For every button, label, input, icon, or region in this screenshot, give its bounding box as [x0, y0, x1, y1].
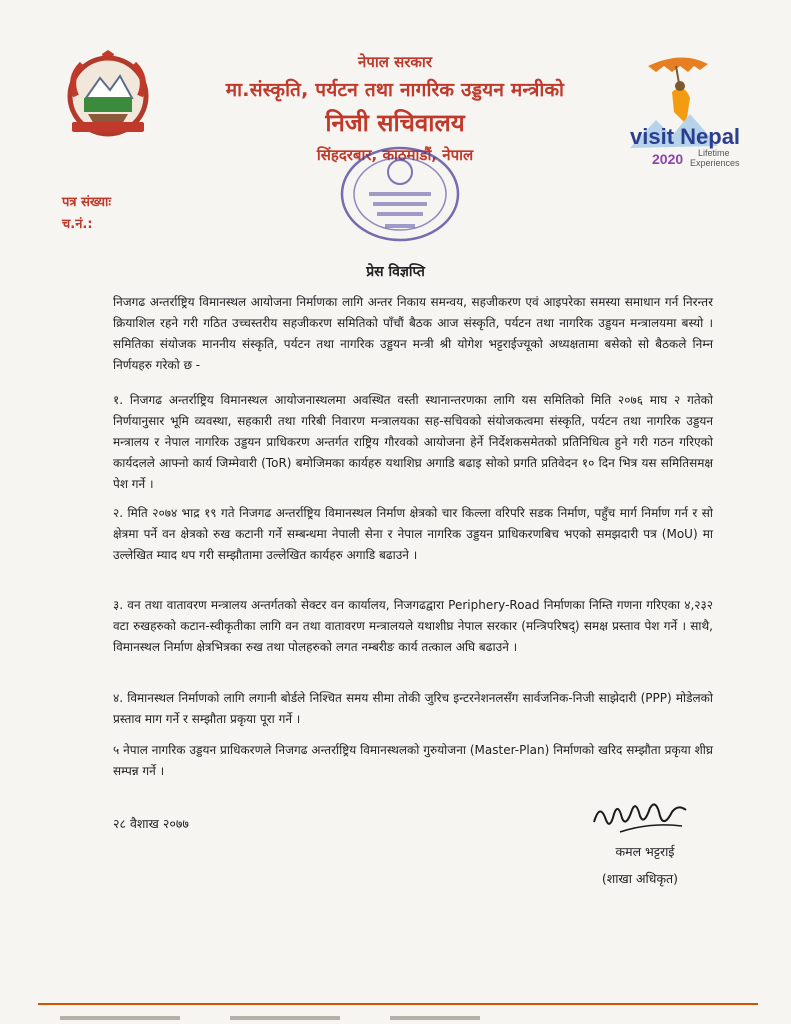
signature-icon	[590, 792, 690, 840]
visit-nepal-wordmark: visit Nepal	[630, 124, 741, 149]
visit-nepal-year: 2020	[652, 151, 684, 167]
government-name: नेपाल सरकार	[358, 53, 432, 71]
issue-date: २८ वैशाख २०७७	[113, 816, 189, 831]
letter-number-label: पत्र संख्याः	[62, 195, 112, 210]
nepal-emblem-icon	[58, 48, 158, 138]
footer-text-fragment	[0, 1012, 791, 1024]
office-name: निजी सचिवालय	[325, 109, 465, 137]
visit-nepal-tag-1: Lifetime	[698, 148, 730, 158]
signer-name: कमल भट्टराई	[615, 844, 675, 859]
visit-nepal-logo	[628, 52, 758, 172]
decision-1: १. निजगढ अन्तर्राष्ट्रिय विमानस्थल आयोजनास्थलमा अवस्थित वस्ती स्थानान्तरणका लागि यस समितिको मिति २०७६ माघ २ गतेको निर्णयानुसार भूमि व्यवस्था, सहकारी तथा गरिबी निवारण मन्त्रालयका सह-सचिवको संयोजकत्वमा संस्कृति, पर्यटन तथा नागरिक उड्डयन मन्त्रालय र नेपाल नागरिक उड्डयन प्राधिकरण अन्तर्गत राष्ट्रिय गौरवको आयोजना हेर्ने निर्देशकसमेतको प्रतिनिधित्व हुने गरी गठन गरिएको कार्यदलले आफ्नो कार्य जिम्मेवारी (ToR) बमोजिमका कार्यहरु यथाशिघ्र अगाडि बढाइ सोको प्रगति प्रतिवेदन १० दिन भित्र यस समितिसमक्ष पेश गर्ने ।	[113, 393, 713, 491]
decision-3: ३. वन तथा वातावरण मन्त्रालय अन्तर्गतको सेक्टर वन कार्यालय, निजगढद्वारा Periphery-Road निर्माणका निम्ति गणना गरिएका ४,२३२ वटा रुखहरुको कटान-स्वीकृतीका लागि वन तथा वातावरण मन्त्रालयले यथाशीघ्र नेपाल सरकार (मन्त्रिपरिषद्) समक्ष प्रस्ताव पेश गर्ने । साथै, विमानस्थल निर्माण क्षेत्रभित्रका रुख तथा पोलहरुको लगत नम्बरीङ कार्य तत्काल अघि बढाउने ।	[113, 598, 713, 654]
decision-5: ५ नेपाल नागरिक उड्डयन प्राधिकरणले निजगढ अन्तर्राष्ट्रिय विमानस्थलको गुरुयोजना (Master-Plan) निर्माणको खरिद सम्झौता प्रकृया शीघ्र सम्पन्न गर्ने ।	[113, 743, 713, 778]
ministry-name: मा.संस्कृति, पर्यटन तथा नागरिक उड्डयन मन्त्रीको	[225, 79, 565, 101]
visit-nepal-tag-2: Experiences	[690, 158, 740, 168]
dispatch-number-label: च.नं.:	[62, 217, 93, 232]
decision-2: २. मिति २०७४ भाद्र १९ गते निजगढ अन्तर्राष्ट्रिय विमानस्थल निर्माण क्षेत्रको चार किल्ला वरिपरि सडक निर्माण, पहुँच मार्ग निर्माण गर्न र सो क्षेत्रमा पर्ने वन क्षेत्रको रुख कटानी गर्ने सम्बन्धमा नेपाली सेना र नेपाल नागरिक उड्डयन प्राधिकरणबिच भएको समझदारी पत्र (MoU) मा उल्लेखित म्याद थप गरी सम्झौतामा उल्लेखित कार्यहरु अगाडि बढाउने ।	[113, 506, 713, 562]
office-address: सिंहदरबार, काठमाडौं, नेपाल	[316, 146, 474, 164]
intro-paragraph: निजगढ अन्तर्राष्ट्रिय विमानस्थल आयोजना निर्माणका लागि अन्तर निकाय समन्वय, सहजीकरण एवं आइपरेका समस्या समाधान गर्न निरन्तर क्रियाशिल रहने गरी गठित उच्चस्तरीय सहजीकरण समितिको पाँचौं बैठक आज संस्कृति, पर्यटन तथा नागरिक उड्डयन मन्त्रालयमा बस्यो । समितिका संयोजक माननीय संस्कृति, पर्यटन तथा नागरिक उड्डयन मन्त्री श्री योगेश भट्टराईज्यूको अध्यक्षतामा बसेको सो बैठकले निम्न निर्णयहरु गरेको छ -	[113, 295, 713, 372]
decision-4: ४. विमानस्थल निर्माणको लागि लगानी बोर्डले निश्चित समय सीमा तोकी जुरिच इन्टरनेशनलसँग सार्वजनिक-निजी साझेदारी (PPP) मोडेलको प्रस्ताव माग गर्ने र सम्झौता प्रकृया पूरा गर्ने ।	[113, 691, 713, 726]
footer-divider	[38, 1003, 758, 1005]
office-stamp-icon	[335, 142, 465, 252]
signer-role: (शाखा अधिकृत)	[601, 871, 679, 886]
document-title: प्रेस विज्ञप्ति	[366, 264, 425, 280]
